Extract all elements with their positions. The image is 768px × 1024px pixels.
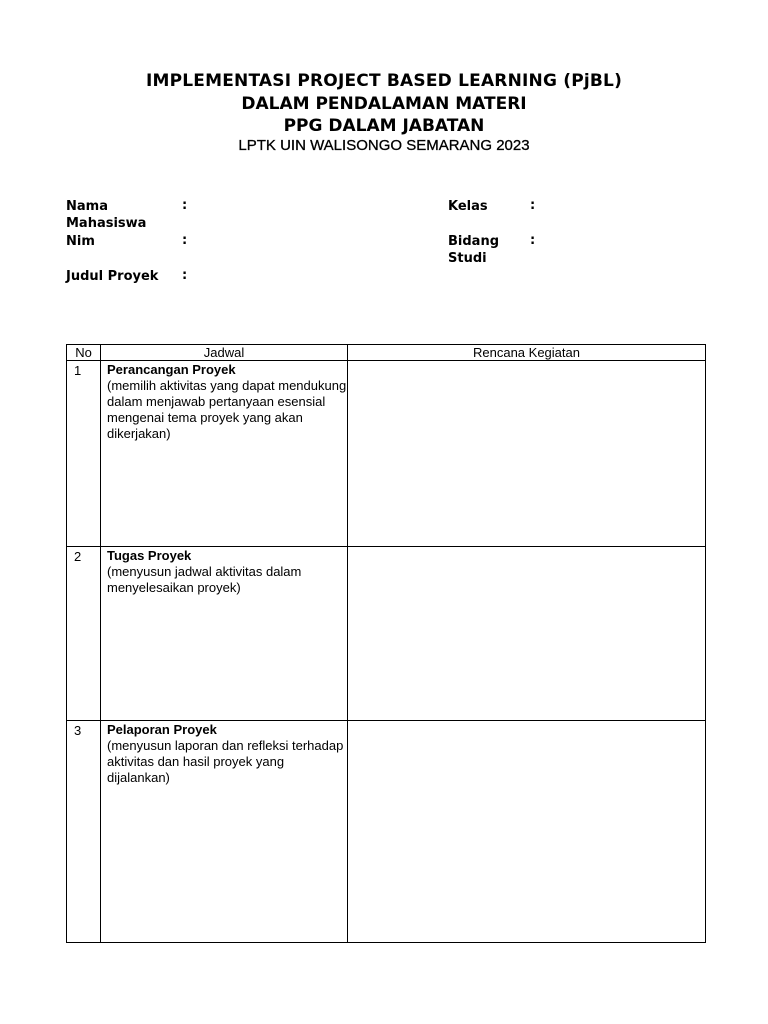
rencana-kegiatan-cell[interactable] — [348, 721, 706, 943]
judul-proyek-colon: : — [182, 268, 188, 283]
schedule-description: (memilih aktivitas yang dapat mendukung dalam menjawab pertanyaan esensial mengenai tema proyek yang akan dikerjakan) — [107, 378, 347, 441]
table-row — [67, 547, 706, 721]
rencana-kegiatan-cell[interactable] — [348, 547, 706, 721]
header-institution: LPTK UIN WALISONGO SEMARANG 2023 — [238, 137, 530, 154]
header-title-line-2: DALAM PENDALAMAN MATERI — [241, 94, 527, 114]
judul-proyek-label: Judul Proyek — [66, 269, 159, 284]
kelas-colon: : — [530, 198, 536, 213]
header-rencana-kegiatan: Rencana Kegiatan — [348, 345, 706, 361]
nama-label — [66, 198, 146, 232]
nama-label-line-1: Nama — [66, 199, 108, 214]
nim-label: Nim — [66, 234, 95, 249]
header-title-line-3: PPG DALAM JABATAN — [283, 116, 485, 136]
schedule-cell — [101, 721, 348, 943]
bidang-label-line-1: Bidang — [448, 234, 500, 249]
schedule-title: Perancangan Proyek — [107, 362, 236, 377]
schedule-description: (menyusun laporan dan refleksi terhadap aktivitas dan hasil proyek yang dijalankan) — [107, 738, 344, 785]
row-number: 3 — [67, 721, 101, 943]
rencana-kegiatan-cell[interactable] — [348, 361, 706, 547]
schedule-cell — [101, 547, 348, 721]
table-header-row — [67, 345, 706, 361]
bidang-studi-label — [448, 233, 499, 267]
header-title-line-1: IMPLEMENTASI PROJECT BASED LEARNING (PjBL) — [145, 71, 623, 91]
nama-label-line-2: Mahasiswa — [66, 216, 147, 231]
bidang-label-line-2: Studi — [448, 251, 487, 266]
schedule-title: Pelaporan Proyek — [107, 722, 217, 737]
nama-colon: : — [182, 198, 188, 213]
header-jadwal: Jadwal — [101, 345, 348, 361]
row-number: 1 — [67, 361, 101, 547]
row-number: 2 — [67, 547, 101, 721]
schedule-title: Tugas Proyek — [107, 548, 192, 563]
schedule-cell — [101, 361, 348, 547]
schedule-description: (menyusun jadwal aktivitas dalam menyelesaikan proyek) — [107, 564, 302, 595]
header-no: No — [67, 345, 101, 361]
table-row — [67, 361, 706, 547]
bidang-studi-colon: : — [530, 233, 536, 248]
kelas-label: Kelas — [448, 199, 488, 214]
nim-colon: : — [182, 233, 188, 248]
project-plan-table — [66, 344, 706, 943]
table-row — [67, 721, 706, 943]
